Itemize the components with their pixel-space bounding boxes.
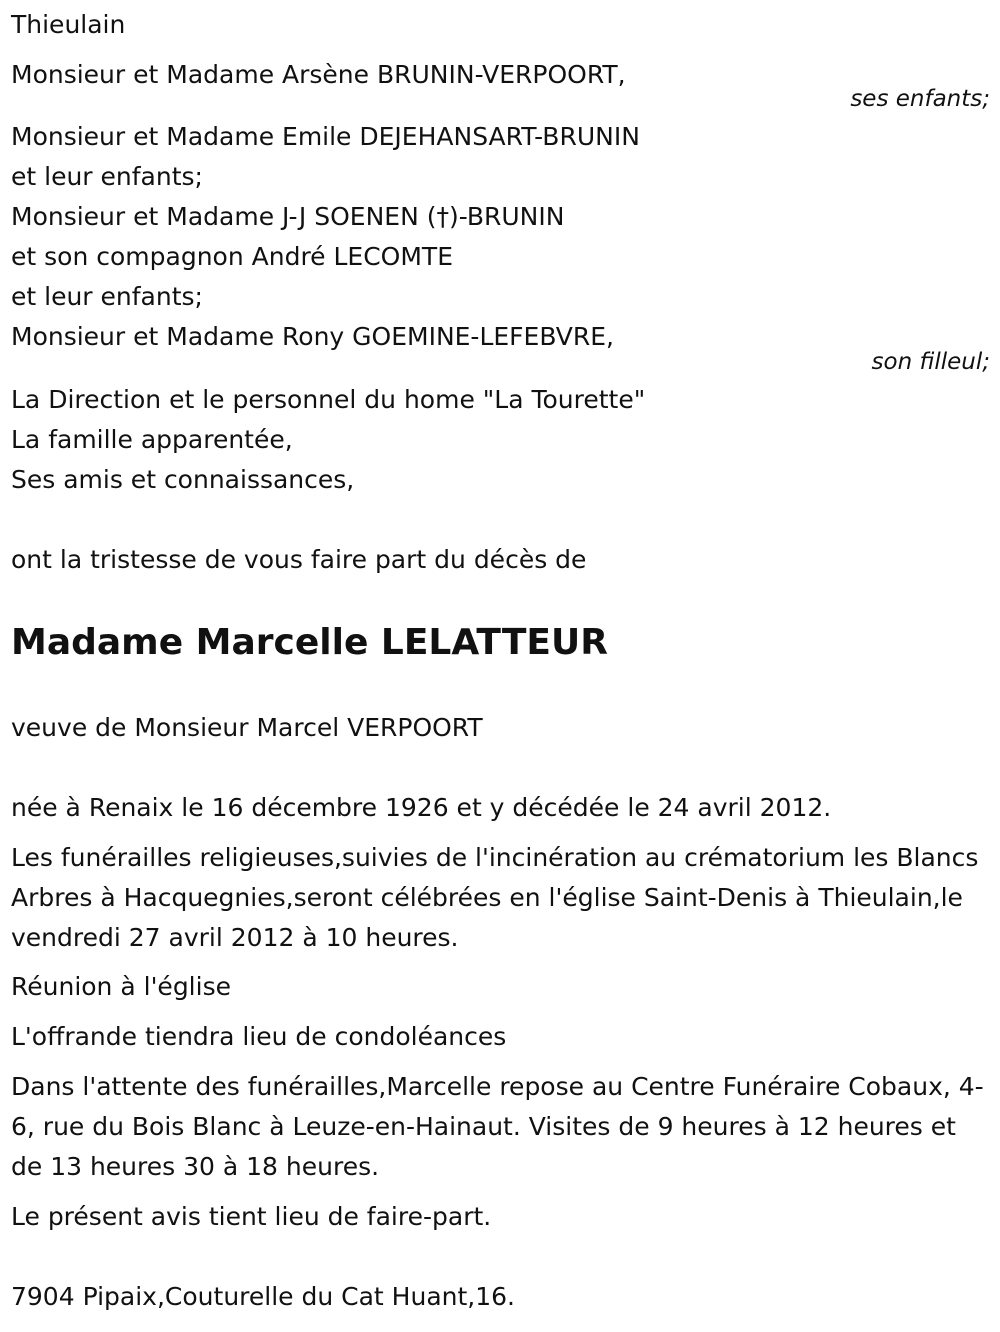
others-line-3: Ses amis et connaissances,	[11, 465, 355, 494]
funeral-details: Les funérailles religieuses,suivies de l'incinération au crématorium les Blancs Arbres à Hacquegnies,seront célébrées en l'église Saint-Denis à Thieulain,le vendredi 27 avril 2012 à 10 heures.	[11, 843, 979, 952]
others-line-2: La famille apparentée,	[11, 425, 293, 454]
address: 7904 Pipaix,Couturelle du Cat Huant,16.	[11, 1282, 515, 1311]
birth-death: née à Renaix le 16 décembre 1926 et y décédée le 24 avril 2012.	[11, 793, 832, 822]
offering-note: L'offrande tiendra lieu de condoléances	[11, 1022, 507, 1051]
family-line-1: Monsieur et Madame Arsène BRUNIN-VERPOORT,	[11, 60, 626, 89]
family-line-6: et leur enfants;	[11, 282, 203, 311]
meeting-place: Réunion à l'église	[11, 972, 231, 1001]
family-line-4: Monsieur et Madame J-J SOENEN (†)-BRUNIN	[11, 202, 565, 231]
notice: Le présent avis tient lieu de faire-part.	[11, 1202, 492, 1231]
family-line-3: et leur enfants;	[11, 162, 203, 191]
family-line-2: Monsieur et Madame Emile DEJEHANSART-BRUNIN	[11, 122, 640, 151]
family-line-5: et son compagnon André LECOMTE	[11, 242, 453, 271]
widow-of: veuve de Monsieur Marcel VERPOORT	[11, 713, 483, 742]
deceased-name: Madame Marcelle LELATTEUR	[11, 622, 608, 663]
relation-children: ses enfants;	[850, 86, 990, 112]
announcement: ont la tristesse de vous faire part du décès de	[11, 545, 587, 574]
others-line-1: La Direction et le personnel du home "La Tourette"	[11, 385, 646, 414]
family-line-7: Monsieur et Madame Rony GOEMINE-LEFEBVRE,	[11, 322, 614, 351]
visitation-details: Dans l'attente des funérailles,Marcelle repose au Centre Funéraire Cobaux, 4-6, rue du Bois Blanc à Leuze-en-Hainaut. Visites de 9 heures à 12 heures et de 13 heures 30 à 18 heures.	[11, 1072, 984, 1181]
location-header: Thieulain	[11, 10, 126, 39]
relation-godson: son filleul;	[871, 349, 990, 375]
